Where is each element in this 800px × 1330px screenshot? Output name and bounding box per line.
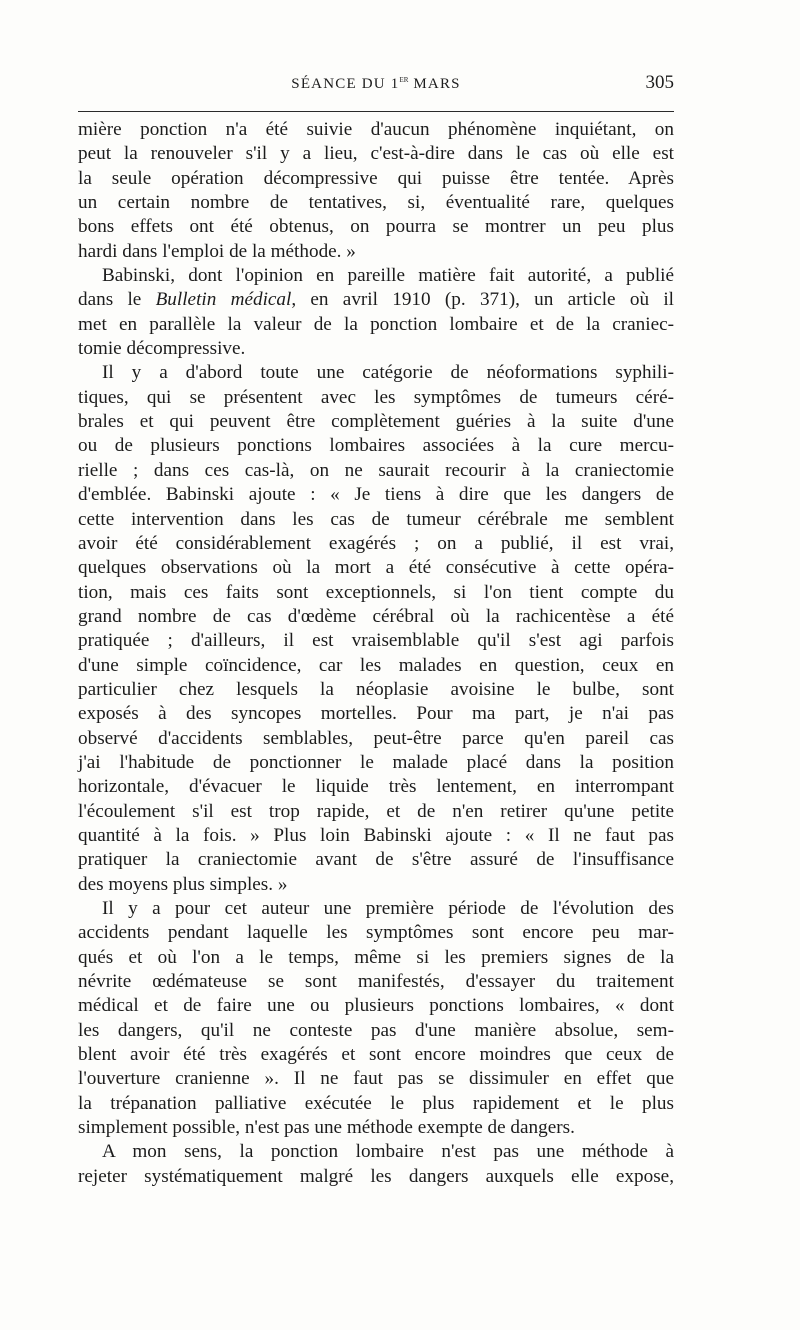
text-line: Babinski, dont l'opinion en pareille matière fait autorité, a publié: [102, 265, 674, 287]
text-line: blent avoir été très exagérés et sont encore moindres que ceux de: [78, 1044, 674, 1066]
text-line: accidents pendant laquelle les symptômes sont encore peu mar-: [78, 922, 674, 944]
text-line: mière ponction n'a été suivie d'aucun phénomène inquiétant, on: [78, 119, 674, 140]
text-line: des moyens plus simples. »: [78, 873, 288, 895]
text-line: l'ouverture cranienne ». Il ne faut pas se dissimuler en effet que: [78, 1068, 674, 1090]
text-line: les dangers, qu'il ne conteste pas d'une manière absolue, sem-: [78, 1019, 674, 1041]
text-line: la seule opération décompressive qui puisse être tentée. Après: [78, 167, 674, 189]
text-line: la trépanation palliative exécutée le plus rapidement et le plus: [78, 1092, 674, 1114]
text-line: qués et où l'on a le temps, même si les premiers signes de la: [78, 946, 674, 968]
page-number: 305: [645, 72, 674, 93]
text-line: un certain nombre de tentatives, si, éventualité rare, quelques: [78, 192, 674, 214]
body-text: [78, 118, 674, 1189]
text-line: quelques observations où la mort a été consécutive à cette opéra-: [78, 557, 674, 579]
text-line: exposés à des syncopes mortelles. Pour ma part, je n'ai pas: [78, 703, 674, 725]
running-head-title-sup: er: [399, 74, 409, 85]
text-line: médical et de faire une ou plusieurs ponctions lombaires, « dont: [78, 995, 674, 1017]
text-line: met en parallèle la valeur de la ponction lombaire et de la craniec-: [78, 313, 674, 335]
text-line: rielle ; dans ces cas-là, on ne saurait recourir à la craniectomie: [78, 459, 674, 481]
text-line: A mon sens, la ponction lombaire n'est pas une méthode à: [102, 1141, 674, 1163]
text-line: dans le Bulletin médical, en avril 1910 (p. 371), un article où il: [78, 289, 674, 311]
journal-title: Bulletin médical: [155, 289, 292, 311]
header-rule: [78, 111, 674, 112]
text-line: particulier chez lesquels la néoplasie avoisine le bulbe, sont: [78, 678, 674, 700]
text-line: d'emblée. Babinski ajoute : « Je tiens à dire que les dangers de: [78, 484, 674, 506]
text-line: tion, mais ces faits sont exceptionnels, si l'on tient compte du: [78, 581, 674, 603]
text-line: rejeter systématiquement malgré les dangers auxquels elle expose,: [78, 1165, 674, 1187]
text-line: tiques, qui se présentent avec les symptômes de tumeurs céré-: [78, 386, 674, 408]
text-line: névrite œdémateuse se sont manifestés, d'essayer du traitement: [78, 971, 674, 993]
text-line: observé d'accidents semblables, peut-être parce qu'en pareil cas: [78, 727, 674, 749]
running-head: [78, 72, 674, 96]
text-line: ou de plusieurs ponctions lombaires associées à la cure mercu-: [78, 435, 674, 457]
running-head-title-month: MARS: [408, 76, 461, 92]
text-line: Il y a d'abord toute une catégorie de néoformations syphili-: [102, 362, 674, 384]
running-head-title-text: SÉANCE DU 1: [291, 76, 400, 92]
text-line: pratiquée ; d'ailleurs, il est vraisemblable qu'il s'est agi parfois: [78, 630, 674, 652]
text-line: simplement possible, n'est pas une méthode exempte de dangers.: [78, 1117, 575, 1139]
text-line: pratiquer la craniectomie avant de s'être assuré de l'insuffisance: [78, 849, 674, 871]
text-line: Il y a pour cet auteur une première période de l'évolution des: [102, 898, 674, 919]
text-line: brales et qui peuvent être complètement guéries à la suite d'une: [78, 411, 674, 433]
text-line: hardi dans l'emploi de la méthode. »: [78, 240, 356, 262]
text-line: avoir été considérablement exagérés ; on a publié, il est vrai,: [78, 532, 674, 554]
running-head-title: [78, 74, 674, 93]
text-line: tomie décompressive.: [78, 338, 246, 360]
text-line: bons effets ont été obtenus, on pourra se montrer un peu plus: [78, 216, 674, 238]
text-line: horizontale, d'évacuer le liquide très lentement, en interrompant: [78, 776, 674, 798]
text-line: quantité à la fois. » Plus loin Babinski ajoute : « Il ne faut pas: [78, 824, 674, 846]
text-line: j'ai l'habitude de ponctionner le malade placé dans la position: [78, 751, 674, 773]
text-line: l'écoulement s'il est trop rapide, et de n'en retirer qu'une petite: [78, 800, 674, 822]
text-line: cette intervention dans les cas de tumeur cérébrale me semblent: [78, 508, 674, 530]
text-line: peut la renouveler s'il y a lieu, c'est-à-dire dans le cas où elle est: [78, 143, 674, 165]
text-line: grand nombre de cas d'œdème cérébral où la rachicentèse a été: [78, 605, 674, 627]
text-line: d'une simple coïncidence, car les malades en question, ceux en: [78, 654, 674, 676]
